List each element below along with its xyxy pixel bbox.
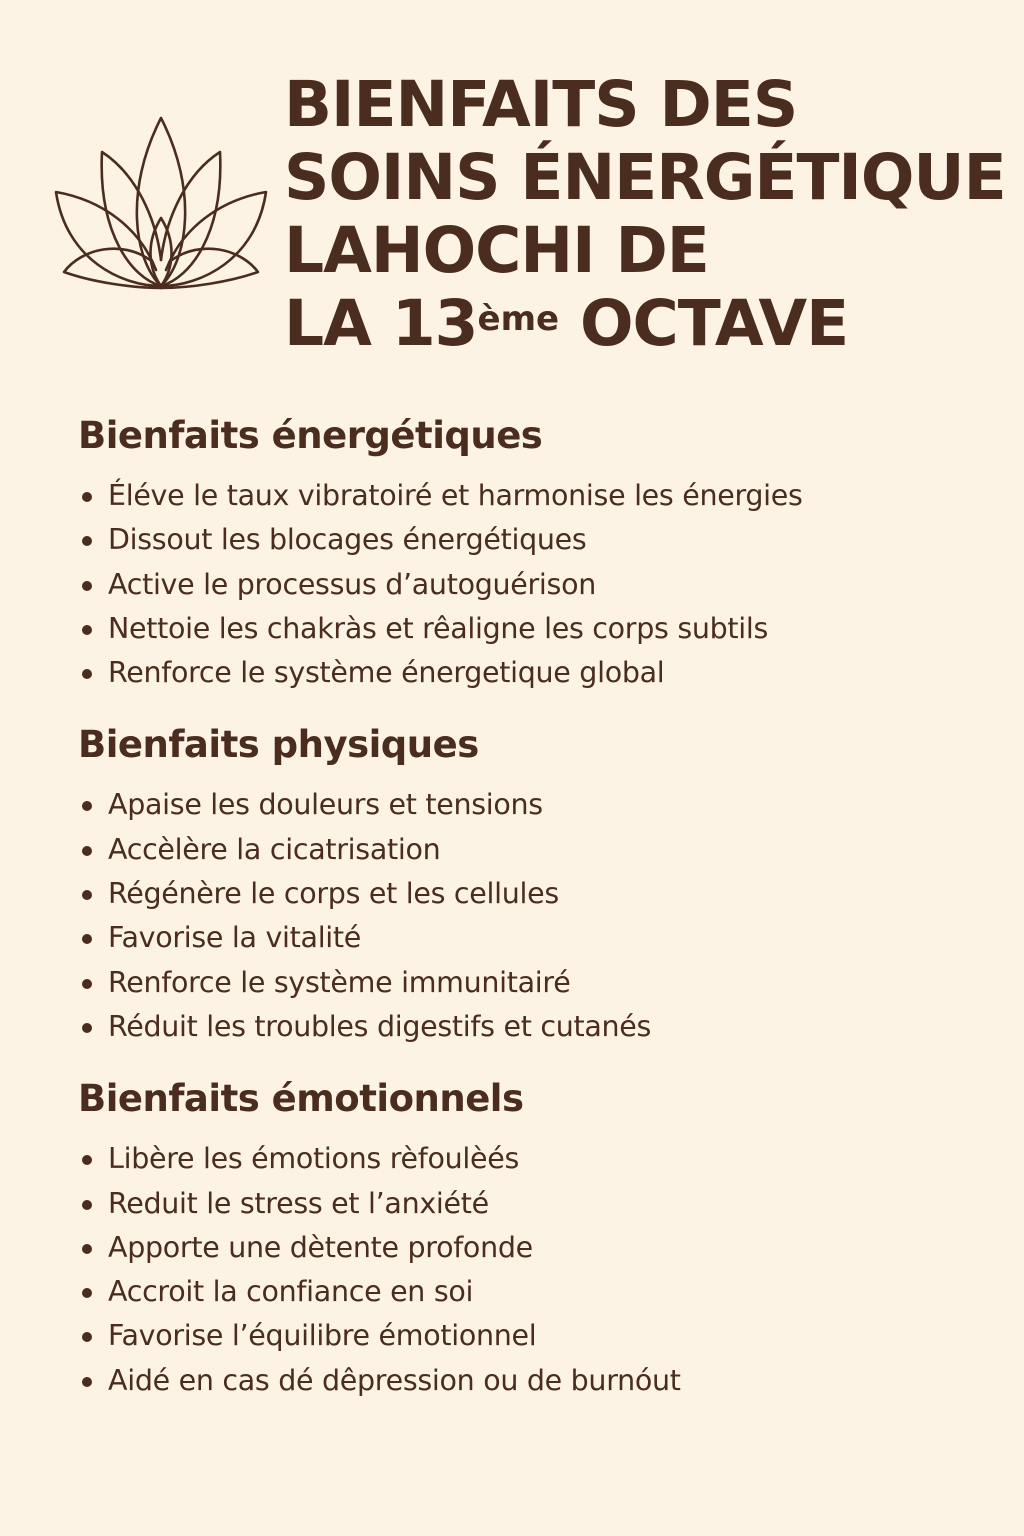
page-title xyxy=(284,68,1014,360)
list-item-text: Accèlère la cicatrisation xyxy=(108,832,441,866)
list-item xyxy=(78,1270,998,1314)
list-item xyxy=(78,1137,998,1181)
list-item xyxy=(78,872,998,916)
title-line-4-prefix: LA 13 xyxy=(284,287,478,360)
list-item xyxy=(78,828,998,872)
list-item xyxy=(78,651,998,695)
bullet-icon xyxy=(82,1200,92,1210)
list-item-text: Apporte une dètente profonde xyxy=(108,1230,533,1264)
benefit-list xyxy=(78,1137,998,1403)
list-item xyxy=(78,783,998,827)
list-item-text: Favorise l’équilibre émotionnel xyxy=(108,1319,537,1353)
benefits-content xyxy=(78,408,998,1425)
title-line-4-suffix: OCTAVE xyxy=(559,287,849,360)
bullet-icon xyxy=(82,934,92,944)
list-item xyxy=(78,563,998,607)
list-item xyxy=(78,961,998,1005)
list-item-text: Renforce le système immunitairé xyxy=(108,965,571,999)
bullet-icon xyxy=(82,1332,92,1342)
title-line-3: LAHOCHI DE xyxy=(284,214,709,287)
section-emotional xyxy=(78,1071,998,1403)
list-item-text: Éléve le taux vibratoiré et harmonise les énergies xyxy=(108,479,803,512)
list-item xyxy=(78,607,998,651)
title-line-4 xyxy=(284,287,1014,360)
section-heading: Bienfaits émotionnels xyxy=(78,1077,524,1121)
list-item xyxy=(78,1182,998,1226)
section-physical xyxy=(78,717,998,1049)
bullet-icon xyxy=(82,979,92,989)
benefit-list xyxy=(78,474,998,695)
bullet-icon xyxy=(82,669,92,679)
list-item-text: Accroit la confiance en soi xyxy=(108,1275,474,1309)
list-item-text: Apaise les douleurs et tensions xyxy=(108,788,543,822)
section-heading: Bienfaits physiques xyxy=(78,723,479,767)
bullet-icon xyxy=(82,846,92,856)
list-item-text: Nettoie les chakràs et rêaligne les corps subtils xyxy=(108,611,769,645)
bullet-icon xyxy=(82,890,92,900)
section-heading: Bienfaits énergétiques xyxy=(78,414,543,457)
list-item-text: Régénère le corps et les cellules xyxy=(108,877,559,911)
bullet-icon xyxy=(82,1288,92,1298)
bullet-icon xyxy=(82,581,92,591)
list-item-text: Reduit le stress et l’anxiété xyxy=(108,1186,489,1220)
list-item-text: Aidé en cas dé dêpression ou de burnóut xyxy=(108,1363,681,1397)
list-item xyxy=(78,474,998,518)
list-item-text: Renforce le système énergetique global xyxy=(108,656,665,690)
list-item xyxy=(78,518,998,562)
bullet-icon xyxy=(82,1244,92,1254)
bullet-icon xyxy=(82,1377,92,1387)
bullet-icon xyxy=(82,1155,92,1165)
bullet-icon xyxy=(82,536,92,546)
bullet-icon xyxy=(82,801,92,811)
list-item xyxy=(78,1359,998,1403)
bullet-icon xyxy=(82,492,92,502)
section-energetic xyxy=(78,408,998,695)
lotus-flower-icon xyxy=(52,110,270,295)
list-item-text: Active le processus d’autoguérison xyxy=(108,567,596,601)
title-superscript: ème xyxy=(477,299,560,339)
list-item-text: Libère les émotions rèfoulèés xyxy=(108,1142,519,1176)
list-item-text: Dissout les blocages énergétiques xyxy=(108,523,587,557)
list-item xyxy=(78,1314,998,1358)
title-line-1: BIENFAITS DES xyxy=(284,68,798,141)
list-item-text: Favorise la vitalité xyxy=(108,921,362,955)
list-item xyxy=(78,1226,998,1270)
list-item-text: Réduit les troubles digestifs et cutanés xyxy=(108,1009,652,1043)
bullet-icon xyxy=(82,625,92,635)
title-line-2: SOINS ÉNERGÉTIQUE xyxy=(284,141,1006,214)
list-item xyxy=(78,1005,998,1049)
list-item xyxy=(78,916,998,960)
bullet-icon xyxy=(82,1023,92,1033)
benefit-list xyxy=(78,783,998,1049)
